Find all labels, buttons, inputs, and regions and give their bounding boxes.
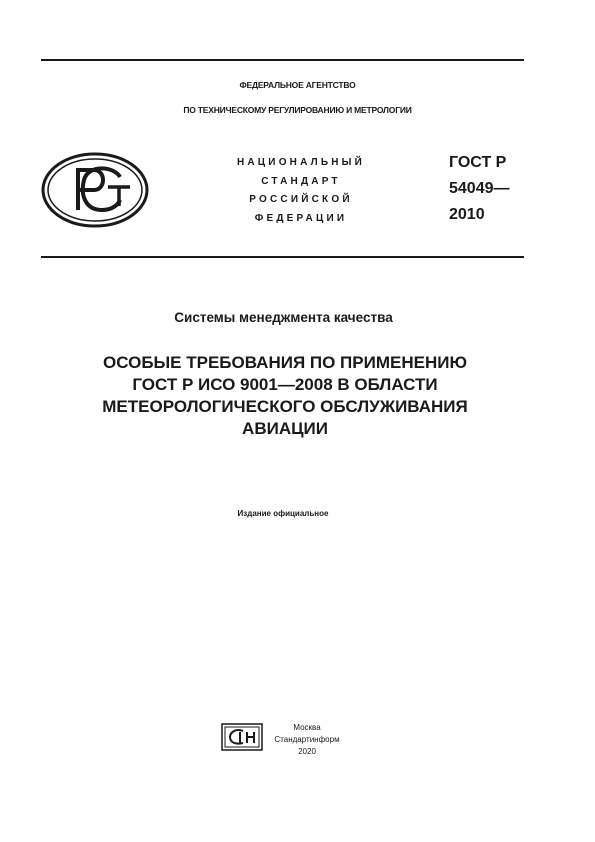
standard-code-line-2: 54049— bbox=[449, 180, 510, 197]
series-title: Системы менеджмента качества bbox=[174, 310, 393, 325]
top-rule bbox=[41, 59, 524, 61]
national-standard-line-4: ФЕДЕРАЦИИ bbox=[254, 213, 348, 225]
document-title-line-3: МЕТЕОРОЛОГИЧЕСКОГО ОБСЛУЖИВАНИЯ bbox=[102, 397, 468, 416]
standard-code-line-1: ГОСТ Р bbox=[449, 154, 507, 171]
national-standard-line-1: НАЦИОНАЛЬНЫЙ bbox=[236, 157, 366, 168]
document-title bbox=[30, 352, 540, 440]
publisher-city: Москва bbox=[293, 723, 321, 732]
national-standard-label bbox=[196, 154, 406, 229]
agency-name-line-2: ПО ТЕХНИЧЕСКОМУ РЕГУЛИРОВАНИЮ И МЕТРОЛОГИИ bbox=[183, 105, 412, 115]
standard-code-line-3: 2010 bbox=[449, 206, 485, 223]
standard-code bbox=[449, 150, 549, 228]
edition-note: Издание официальное bbox=[237, 509, 329, 518]
document-title-line-1: ОСОБЫЕ ТРЕБОВАНИЯ ПО ПРИМЕНЕНИЮ bbox=[103, 353, 467, 372]
header-divider bbox=[41, 256, 524, 258]
document-title-line-2: ГОСТ Р ИСО 9001—2008 В ОБЛАСТИ bbox=[132, 375, 438, 394]
publisher-name: Стандартинформ bbox=[274, 735, 340, 744]
publisher-imprint bbox=[262, 722, 352, 758]
rst-certification-mark-icon bbox=[40, 150, 150, 230]
standartinform-mark-icon bbox=[221, 723, 263, 751]
agency-name-line-1: ФЕДЕРАЛЬНОЕ АГЕНТСТВО bbox=[239, 80, 356, 90]
document-title-line-4: АВИАЦИИ bbox=[242, 419, 328, 438]
national-standard-line-2: СТАНДАРТ bbox=[261, 175, 341, 187]
publisher-year: 2020 bbox=[298, 747, 316, 756]
national-standard-line-3: РОССИЙСКОЙ bbox=[249, 194, 353, 206]
